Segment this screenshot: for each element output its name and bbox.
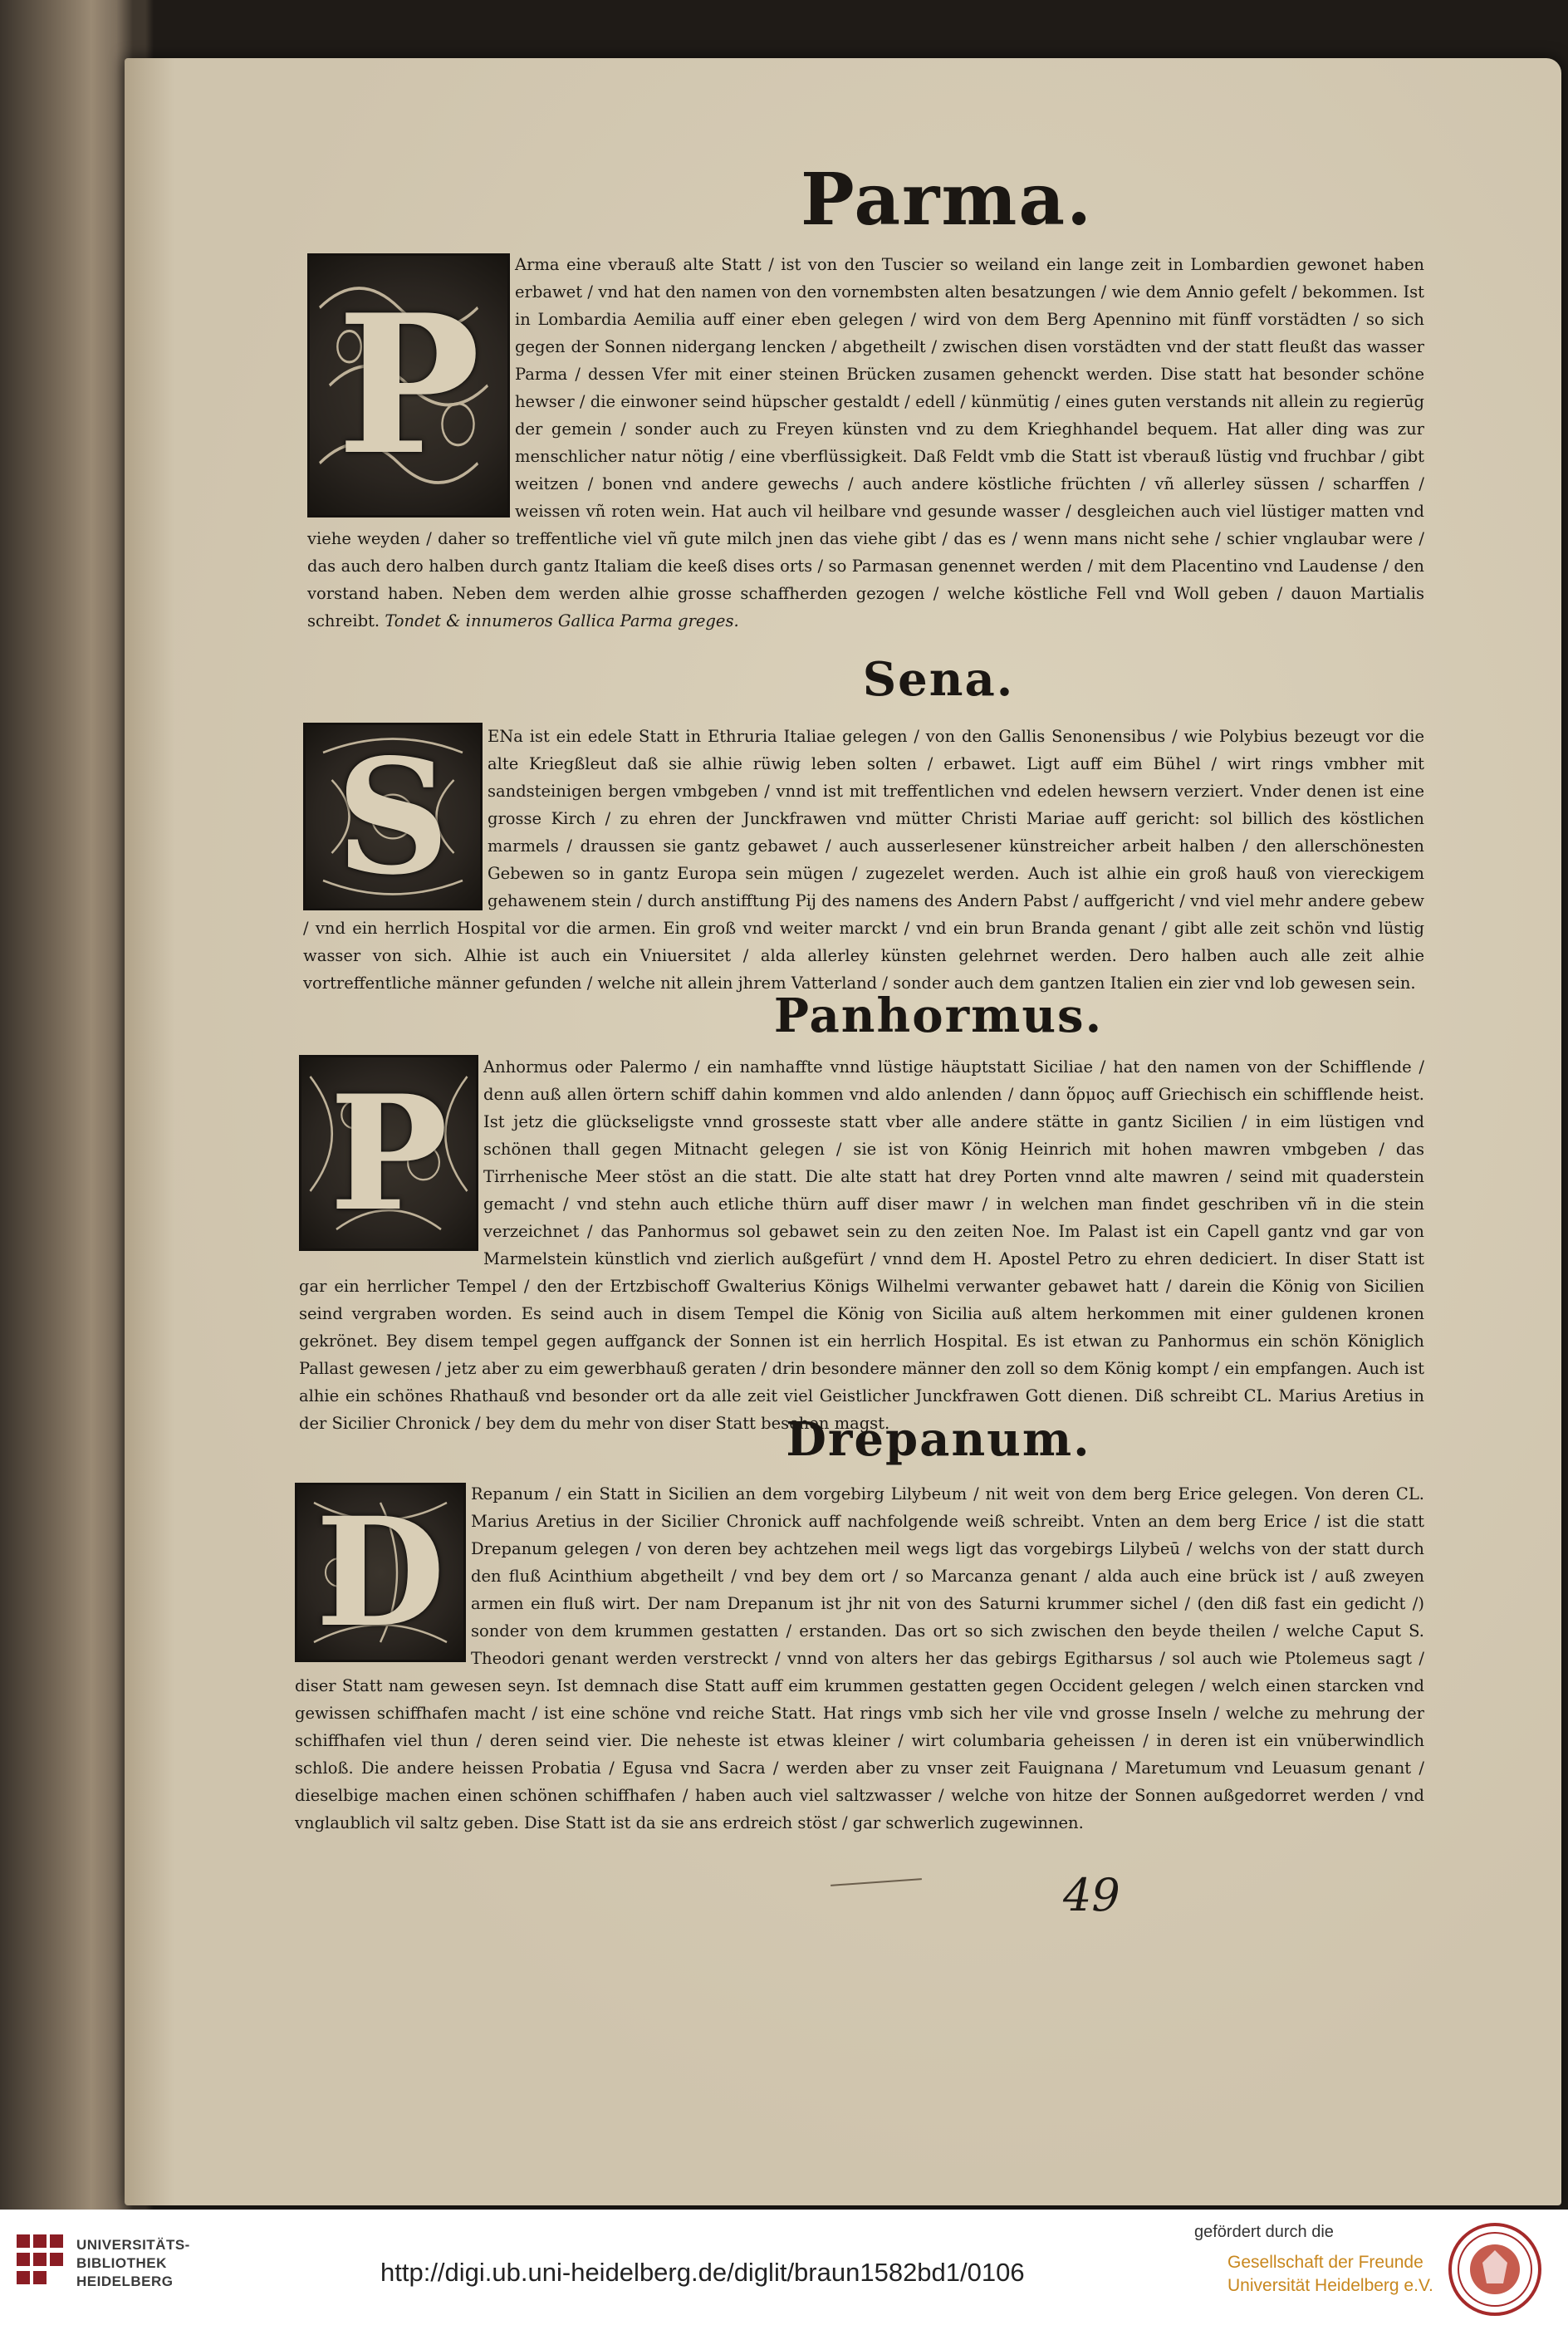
page-number: 49 xyxy=(1063,1869,1120,1921)
university-seal-icon xyxy=(1445,2221,1545,2318)
paragraph-parma xyxy=(307,251,1424,635)
viewer-footer xyxy=(0,2210,1568,2325)
heading-panhormus: Panhormus. xyxy=(773,988,1104,1043)
permalink-url[interactable]: http://digi.ub.uni-heidelberg.de/diglit/braun1582bd1/0106 xyxy=(380,2258,1025,2287)
initial-letter: S xyxy=(336,723,450,910)
initial-letter: P xyxy=(336,273,481,498)
paragraph-drepanum-text: Repanum / ein Statt in Sicilien an dem vorgebirg Lilybeum / nit weit von dem berg Erice gelegen. Von deren CL. Marius Aretius in der Sicilier Chronick auff nachfolgende weiß schreibt. Vnten an dem berg Erice / ist die statt Drepanum gelegen / von deren bey achtzehen meil wegs ligt das vorgebirgs Lilybeū / welchs von der statt durch den fluß Acinthium abgetheilt / vnd bey dem ort / so Marcanza genant / alda auch eine brück ist / auß zweyen armen ein fluß wirt. Der nam Drepanum ist jhr nit von des Saturni krummer sichel / (den diß fast ein gedicht /) sonder von dem krummen gestatten / erstanden. Das ort so sich zwischen den beyde theilen / welche Caput S. Theodori genant werden verstreckt / vnnd von alters her das gebirgs Egitharsus / sol auch wie Ptolemeus sagt / diser Statt nam gewesen seyn. Ist demnach dise Statt auff eim krummen gestatten gegen Occident gelegen / welch einen starcken vnd gewissen schiffhafen macht / ist eine schöne vnd reiche Statt. Hat rings vmb sich her vile vnd grosse Inseln / welche zu mehrung der schiffhafen viel thun / deren seind vier. Die neheste ist etwas kleiner / wirt columbaria geheissen / in deren ist ein vnüberwindlich schloß. Die andere heissen Probatia / Egusa vnd Sacra / werden aber zu vnser zeit Fauignana / Maretumum vnd Leuasum genant / dieselbige machen einen schönen schiffhafen / haben auch viel saltzwasser / welche von hitze der Sonnen außgedorret werden / vnd vnglaublich vil saltz geben. Dise Statt ist da sie ans erdreich stöst / gar schwerlich zugewinnen. xyxy=(295,1484,1424,1832)
paragraph-panhormus-text: Anhormus oder Palermo / ein namhaffte vnnd lüstige häuptstatt Siciliae / hat den namen von der Schifflende / denn auß allen örtern schiff dahin kommen vnd aldo anlenden / dann ὅρμος auff Griechisch ein schifflende heist. Ist jetz die glückseligste vnnd grosseste statt vber alle andere stätte in gantz Sicilien / in eim lüstigen vnd schönen thall gegen Mitnacht gelegen / sie ist von König Heinrich mit hohen mawren vmbgeben / das Tirrhenische Meer stöst an die statt. Die alte statt hat drey Porten vnnd alte mawren / seind mit quaderstein gemacht / vnd stehn auch etliche thürn auff diser mawr / in welchen man findet geschriben vñ in die stein verzeichnet / das Panhormus sol gebawet sein zu den zeiten Noe. Im Palast ist ein Capell gantz vnd gar von Marmelstein künstlich vnd zierlich außgefürt / vnnd dem H. Apostel Petro zu ehren dediciert. In diser Statt ist gar ein herrlicher Tempel / den der Ertzbischoff Gwalterius Königs Wilhelmi verwanter gebawet hatt / darein die König von Sicilien seind vergraben worden. Es seind auch in disem Tempel die König von Sicilia auß altem herkommen mit einer guldenen kronen gekrönet. Bey disem tempel gegen auffganck der Sonnen ist ein herrlich Hospital. Es ist etwan zu Panhormus ein schön Königlich Pallast gewesen / jetz aber zu eim gewerbhauß geraten / drin besondere männer den zoll so dem König kompt / ein empfangen. Auch ist alhie ein schönes Rhathauß vnd besonder ort da alle zeit viel Geistlicher Junckfrawen Gott dienen. Diß schreibt CL. Marius Aretius in der Sicilier Chronick / bey dem du mehr von diser Statt besehen magst. xyxy=(299,1057,1424,1433)
library-logo[interactable] xyxy=(15,2228,231,2311)
initial-letter: D xyxy=(315,1484,446,1660)
library-name: UNIVERSITÄTS- BIBLIOTHEK HEIDELBERG xyxy=(76,2237,190,2289)
paragraph-drepanum xyxy=(295,1480,1424,1837)
latin-quote: Tondet & innumeros Gallica Parma greges. xyxy=(385,611,739,630)
sponsor-name[interactable]: Gesellschaft der Freunde Universität Heidelberg e.V. xyxy=(1227,2253,1433,2295)
library-emblem-icon xyxy=(15,2233,65,2291)
heading-sena: Sena. xyxy=(862,652,1015,707)
paragraph-parma-text: Arma eine vberauß alte Statt / ist von den Tuscier so weiland ein lange zeit in Lombardien gewonet haben erbawet / vnd hat den namen von den vornembsten alten besatzungen / wie dem Annio gefelt / bekommen. Ist in Lombardia Aemilia auff einer eben gelegen / wird von dem Berg Apennino mit fünff vorstädten / so sich gegen der Sonnen nidergang lencken / abgetheilt / zwischen disen vorstädten vnd der statt fleußt das wasser Parma / dessen Vfer mit einer steinen Brücken zusamen gehenckt werden. Dise statt hat besonder schöne hewser / die einwoner seind hüpscher gestaldt / edell / künmütig / eines guten verstands nit allein zu regierūg der gemein / sonder auch zu Freyen künsten vnd zu dem Krieghhandel bequem. Hat aller ding was zur menschlicher natur nötig / eine vberflüssigkeit. Daß Feldt vmb die Statt ist vberauß lüstig vnd fruchbar / gibt weitzen / bonen vnd andere gewechs / auch andere köstliche früchten / vñ allerley süssen / scharffen / weissen vñ roten wein. Hat auch vil heilbare vnd gesunde wasser / desgleichen auch viel lüstiger matten vnd viehe weyden / daher so treffentliche viel vñ gute milch jnen das viehe gibt / das es / wenn mans nicht sehe / schier vnglaubar were / das auch dero halben durch gantz Italiam die keeß dises orts / so Parmasan genennet werden / mit dem Placentino vnd Laudense / den vorstand haben. Neben dem werden alhie grosse schaffherden gezogen / welche köstliche Fell vnd Woll geben / dauon Martialis schreibt. xyxy=(307,255,1424,630)
paragraph-sena-text: ENa ist ein edele Statt in Ethruria Italiae gelegen / von den Gallis Senonensibus / wie Polybius bezeugt vor die alte Kriegßleut daß sie alhie rüwig leben solten / erbawet. Ligt auff eim Bühel / wirt rings vmbher mit sandsteinigen bergen vmbgeben / vnnd ist mit treffentlichen vnd edelen hewsern verziert. Vnder denen ist eine grosse Kirch / zu ehren der Junckfrawen vnd mütter Christi Mariae auff gericht: sol billich des köstlichen marmels / draussen sie gantz gebawet / auch ausserlesener künstreicher arbeit halben / den allerschönesten Gebewen so in gantz Europa sein mügen / zugezelet werden. Auch ist alhie ein groß hauß von viereckigem gehawenem stein / durch anstifftung Pij des namens des Andern Pabst / auffgericht / vnd viel mehr andere gebew / vnd ein herrlich Hospital vor die armen. Ein groß vnd weiter marckt / vnd ein brun Branda genant / gibt alle zeit schön vnd lüstig wasser von sich. Alhie ist auch ein Vniuersitet / alda allerley künsten gelehrnet werden. Dero halben auch alle zeit alhie vortreffentliche männer gefunden / welche nit allein jhrem Vatterland / sonder auch dem gantzen Italien ein zier vnd lob gewesen sein. xyxy=(303,727,1424,993)
heading-parma: Parma. xyxy=(800,158,1094,242)
book-page xyxy=(125,58,1561,2205)
sponsor-caption: gefördert durch die xyxy=(1194,2223,1334,2241)
heading-drepanum: Drepanum. xyxy=(786,1412,1091,1467)
paragraph-panhormus xyxy=(299,1053,1424,1437)
paragraph-sena xyxy=(303,723,1424,997)
flourish-line xyxy=(831,1878,922,1886)
initial-letter: P xyxy=(329,1060,448,1246)
